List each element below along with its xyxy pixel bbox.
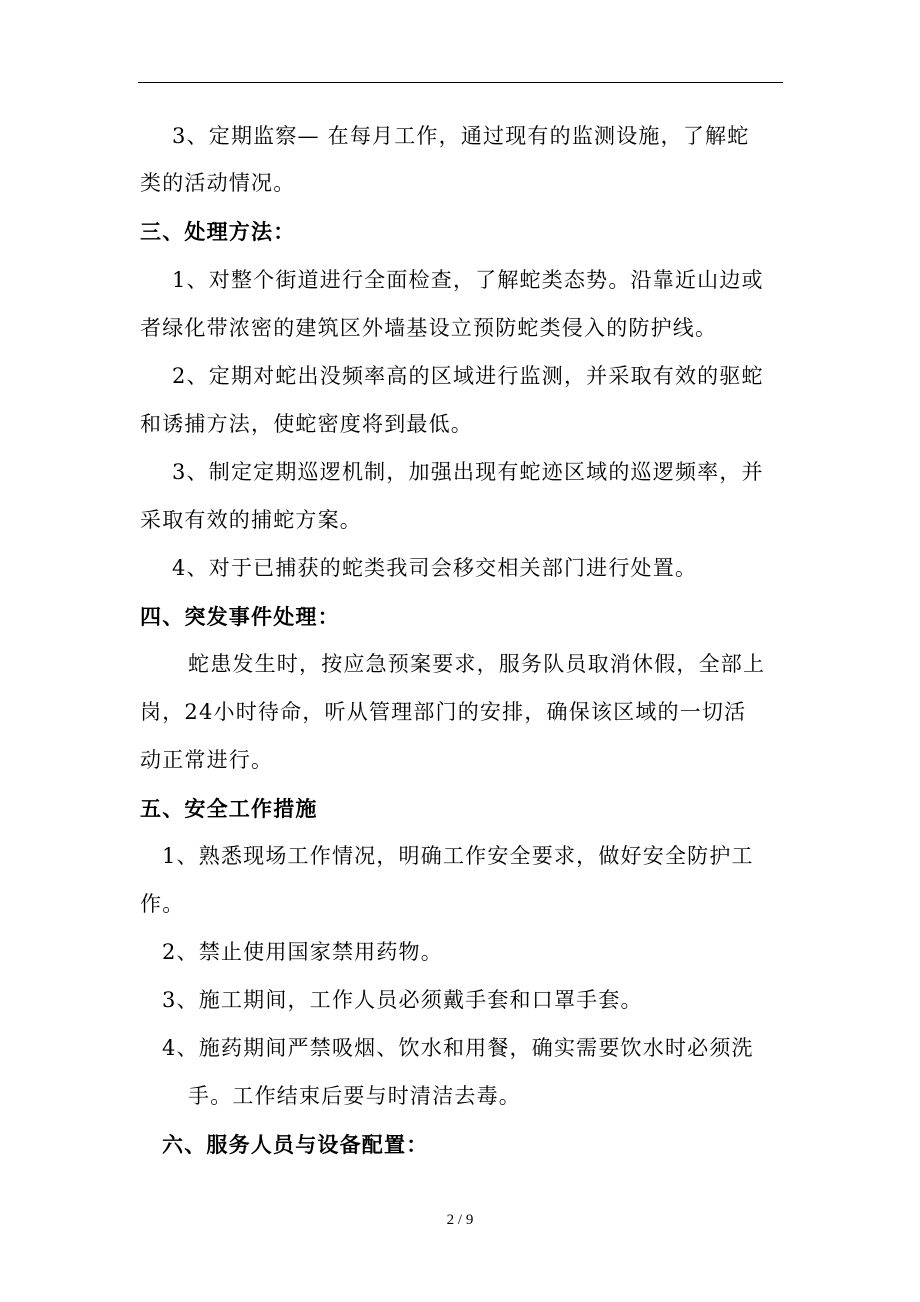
paragraph-line: 2、禁止使用国家禁用药物。 [162, 940, 443, 964]
section-heading-4: 四、突发事件处理： [140, 604, 340, 629]
paragraph-line: 岗，24小时待命，听从管理部门的安排，确保该区域的一切活 [140, 700, 747, 724]
paragraph-line: 采取有效的捕蛇方案。 [140, 508, 362, 532]
header-rule [138, 82, 783, 83]
paragraph-line: 者绿化带浓密的建筑区外墙基设立预防蛇类侵入的防护线。 [140, 316, 718, 340]
page-number: 2 / 9 [446, 1212, 474, 1228]
paragraph-line: 2、定期对蛇出没频率高的区域进行监测，并采取有效的驱蛇 [172, 364, 764, 388]
paragraph-line: 3、制定定期巡逻机制，加强出现有蛇迹区域的巡逻频率，并 [172, 460, 764, 484]
section-heading-3: 三、处理方法： [140, 219, 296, 244]
paragraph-line: 3、定期监察— 在每月工作，通过现有的监测设施，了解蛇 [172, 124, 750, 148]
paragraph-line: 和诱捕方法，使蛇密度将到最低。 [140, 412, 473, 436]
paragraph-line: 4、施药期间严禁吸烟、饮水和用餐，确实需要饮水时必须洗 [162, 1036, 754, 1060]
section-heading-6: 六、服务人员与设备配置： [162, 1132, 429, 1157]
paragraph-line: 1、熟悉现场工作情况，明确工作安全要求，做好安全防护工 [162, 844, 754, 868]
paragraph-line: 4、对于已捕获的蛇类我司会移交相关部门进行处置。 [172, 556, 698, 580]
paragraph-line: 动正常进行。 [140, 748, 274, 772]
paragraph-line: 蛇患发生时，按应急预案要求，服务队员取消休假，全部上 [188, 652, 766, 676]
paragraph-line: 作。 [140, 892, 185, 916]
paragraph-line: 1、对整个街道进行全面检查，了解蛇类态势。沿靠近山边或 [172, 268, 764, 292]
paragraph-line: 手。工作结束后要与时清洁去毒。 [188, 1084, 521, 1108]
section-heading-5: 五、安全工作措施 [140, 796, 318, 821]
paragraph-line: 3、施工期间，工作人员必须戴手套和口罩手套。 [162, 988, 643, 1012]
paragraph-line: 类的活动情况。 [140, 171, 296, 195]
